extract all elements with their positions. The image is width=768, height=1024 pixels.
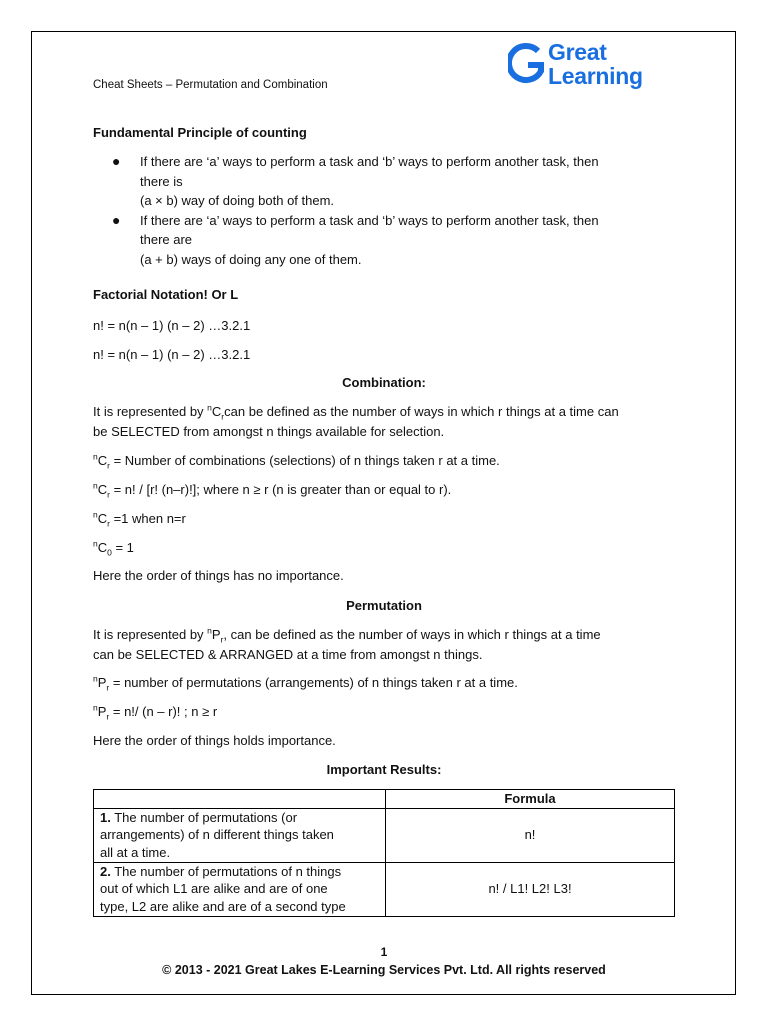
permutation-intro: It is represented by $^nP_r$, can be defined as the number of ways in which r things at a time can be SELECTED & ARRANGED at a time from amongst n things.: [93, 625, 601, 662]
combination-definition: $^nC_r$ = Number of combinations (selections) of n things taken r at a time.: [93, 451, 500, 471]
combination-note: Here the order of things has no importance.: [93, 568, 344, 583]
table-header-cell: [94, 790, 386, 809]
table-cell-description: 2. The number of permutations of n things out of which L1 are alike and are of one type, L2 are alike and are of a second type: [94, 862, 386, 916]
factorial-heading: Factorial Notation! Or L: [93, 287, 239, 302]
logo-line-great: Great: [548, 39, 607, 65]
table-cell-description: 1. The number of permutations (or arrangements) of n different things taken all at a time.: [94, 808, 386, 862]
list-item: ● If there are ‘a’ ways to perform a task and ‘b’ ways to perform another task, then there are (a + b) ways of doing any one of them.: [112, 211, 599, 267]
great-learning-logo: [508, 40, 678, 92]
combination-intro: It is represented by $^nC_rcan$ be defined as the number of ways in which r things at a time can be SELECTED from amongst n things available for selection.: [93, 402, 619, 439]
results-heading: Important Results:: [326, 762, 442, 777]
bullet-icon: ●: [112, 153, 121, 169]
table-header-row: [94, 790, 675, 809]
combination-heading: Combination:: [342, 375, 426, 390]
document-header-title: Cheat Sheets – Permutation and Combination: [93, 79, 328, 91]
combination-eq-2: $^nC_0 = 1$: [93, 538, 134, 558]
fundamental-heading: Fundamental Principle of counting: [93, 125, 307, 140]
permutation-note: Here the order of things holds importance.: [93, 733, 336, 748]
factorial-formula-2: n! = n(n – 1) (n – 2) …3.2.1: [93, 347, 251, 362]
table-row: [94, 808, 675, 862]
fundamental-bullet-list: [112, 152, 672, 269]
results-table: [93, 789, 675, 917]
table-cell-formula: n! / L1! L2! L3!: [386, 862, 675, 916]
bullet-icon: ●: [112, 211, 121, 228]
great-learning-g-icon: [508, 43, 544, 87]
list-item: ● If there are ‘a’ ways to perform a task and ‘b’ ways to perform another task, then there is (a × b) way of doing both of them.: [112, 153, 599, 208]
table-cell-formula: n!: [386, 808, 675, 862]
factorial-formula-1: n! = n(n – 1) (n – 2) …3.2.1: [93, 318, 251, 333]
permutation-definition: $^nP_r$ = number of permutations (arrangements) of n things taken r at a time.: [93, 673, 518, 693]
permutation-formula: $^nP_r = n!/$ (n – r)! ; n ≥ r: [93, 702, 218, 722]
logo-line-learning: Learning: [548, 63, 643, 89]
table-row: [94, 862, 675, 916]
permutation-heading: Permutation: [346, 598, 422, 613]
combination-formula: $^nC_r = n$! / [r! (n–r)!]; where n ≥ r (n is greater than or equal to r).: [93, 480, 452, 500]
table-header-formula: Formula: [386, 790, 675, 809]
combination-eq-1: $^nC_r =1$ when n=r: [93, 509, 186, 529]
copyright-notice: © 2013 - 2021 Great Lakes E-Learning Services Pvt. Ltd. All rights reserved: [162, 963, 606, 977]
page-number: 1: [380, 945, 388, 959]
